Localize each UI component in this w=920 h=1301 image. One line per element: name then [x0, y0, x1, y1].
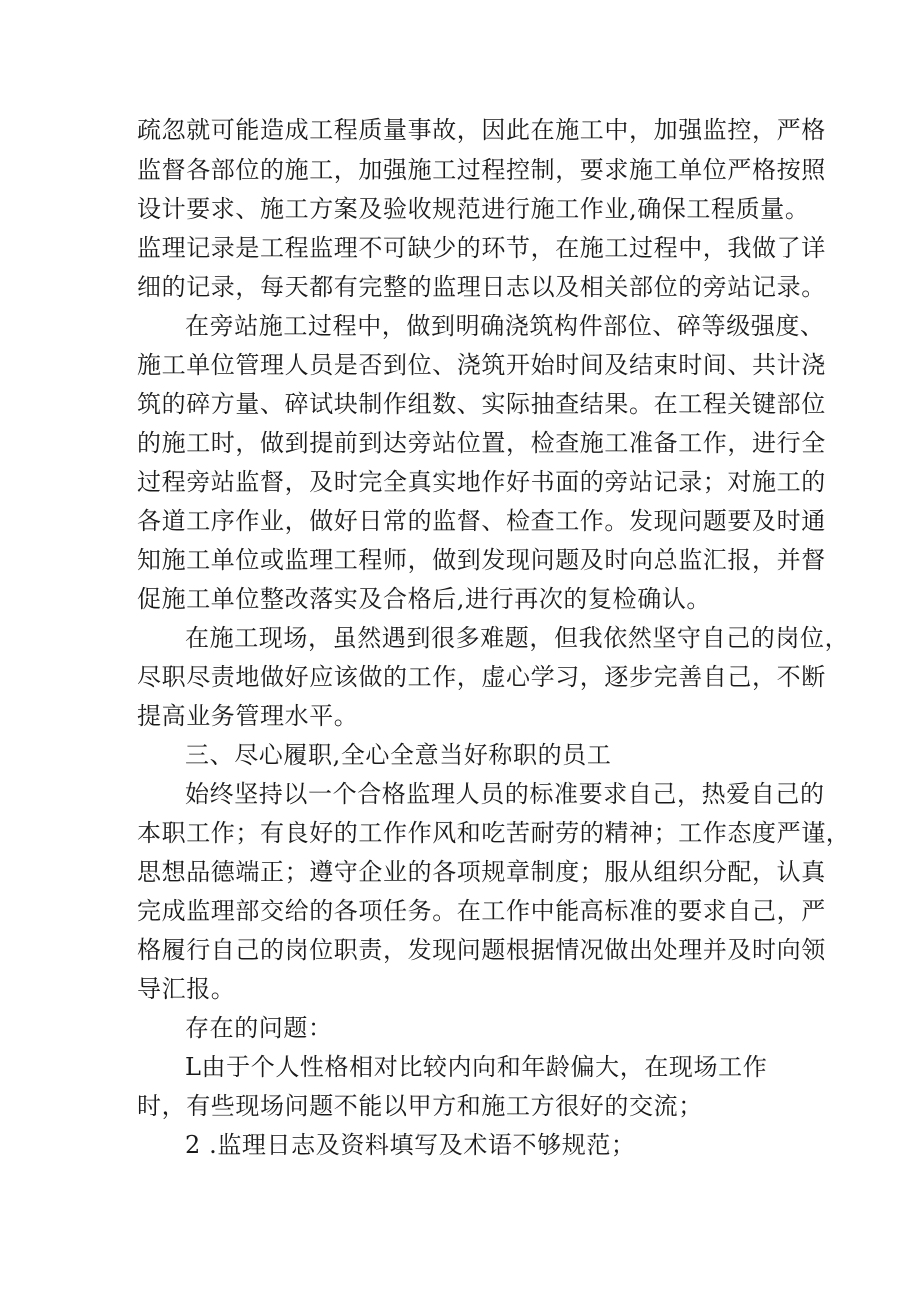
text-line: 筑的碎方量、碎试块制作组数、实际抽查结果。在工程关键部位 — [137, 390, 826, 418]
text-line: 提高业务管理水平。 — [137, 702, 359, 730]
text-line: 思想品德端正；遵守企业的各项规章制度；服从组织分配，认真 — [137, 858, 826, 886]
text-line: 监理记录是工程监理不可缺少的环节，在施工过程中，我做了详 — [137, 234, 826, 262]
list-item-2: 2 .监理日志及资料填写及术语不够规范； — [185, 1131, 636, 1159]
text-line: 过程旁站监督，及时完全真实地作好书面的旁站记录；对施工的 — [137, 468, 826, 496]
text-line: 时，有些现场问题不能以甲方和施工方很好的交流； — [137, 1092, 703, 1120]
text-line: 促施工单位整改落实及合格后,进行再次的复检确认。 — [137, 585, 712, 613]
list-item-1: L由于个人性格相对比较内向和年龄偏大，在现场工作 — [185, 1053, 768, 1081]
text-line: 施工单位管理人员是否到位、浇筑开始时间及结束时间、共计浇 — [137, 351, 826, 379]
text-line: 格履行自己的岗位职责，发现问题根据情况做出处理并及时向领 — [137, 936, 826, 964]
text-line: 各道工序作业，做好日常的监督、检查工作。发现问题要及时通 — [137, 507, 826, 535]
text-line: 本职工作；有良好的工作作风和吃苦耐劳的精神；工作态度严谨， — [137, 819, 851, 847]
text-line: 监督各部位的施工，加强施工过程控制，要求施工单位严格按照 — [137, 156, 826, 184]
issues-heading: 存在的问题： — [185, 1014, 333, 1042]
text-line: 知施工单位或监理工程师，做到发现问题及时向总监汇报，并督 — [137, 546, 826, 574]
text-line: 的施工时，做到提前到达旁站位置，检查施工准备工作，进行全 — [137, 429, 826, 457]
text-line: 导汇报。 — [137, 975, 236, 1003]
paragraph-start: 在施工现场，虽然遇到很多难题，但我依然坚守自己的岗位， — [185, 624, 850, 652]
text-line: 设计要求、施工方案及验收规范进行施工作业,确保工程质量。 — [137, 195, 810, 223]
paragraph-start: 始终坚持以一个合格监理人员的标准要求自己，热爱自己的 — [185, 780, 825, 808]
text-line: 尽职尽责地做好应该做的工作，虚心学习，逐步完善自己，不断 — [137, 663, 826, 691]
text-line: 完成监理部交给的各项任务。在工作中能高标准的要求自己，严 — [137, 897, 826, 925]
paragraph-start: 在旁站施工过程中，做到明确浇筑构件部位、碎等级强度、 — [185, 312, 825, 340]
text-line: 细的记录，每天都有完整的监理日志以及相关部位的旁站记录。 — [137, 273, 826, 301]
text-line: 疏忽就可能造成工程质量事故，因此在施工中，加强监控，严格 — [137, 116, 826, 144]
section-heading: 三、尽心履职,全心全意当好称职的员工 — [185, 741, 612, 769]
